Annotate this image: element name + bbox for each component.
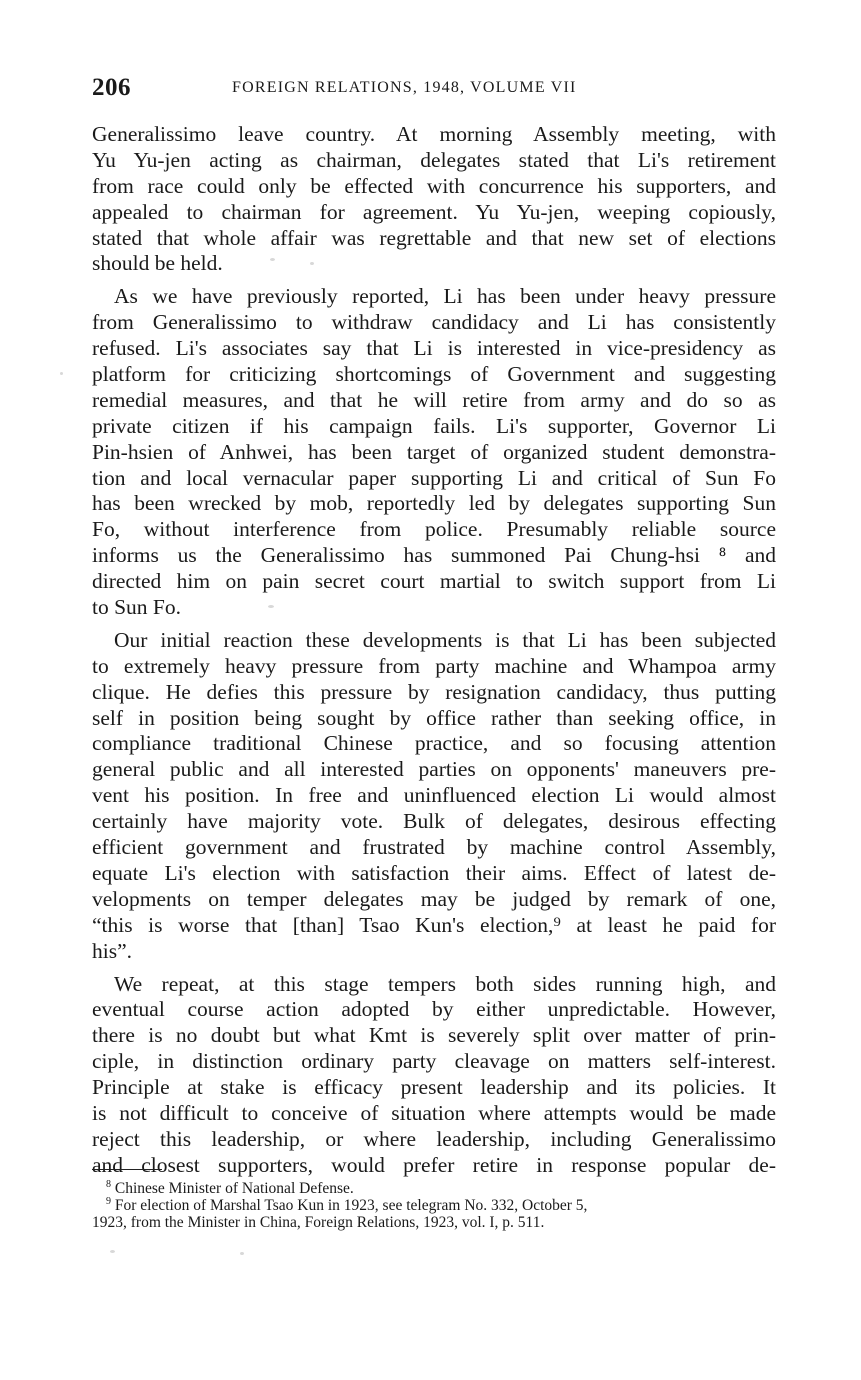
text-line: self in position being sought by office rather than seeking office, in <box>92 705 776 730</box>
text-line: velopments on temper delegates may be judged by remark of one, <box>92 886 776 911</box>
text-line: platform for criticizing shortcomings of Government and suggesting <box>92 362 776 387</box>
text-line: eventual course action adopted by either unpredictable. However, <box>92 997 776 1022</box>
text-line: Yu Yu-jen acting as chairman, delegates stated that Li's retirement <box>92 147 776 172</box>
footnote-marker: 8 <box>106 1178 111 1190</box>
footnote-marker: 9 <box>106 1195 111 1207</box>
text-line: his”. <box>92 938 133 963</box>
text-line: equate Li's election with satisfaction their aims. Effect of latest de- <box>92 860 776 885</box>
footnote-text: Chinese Minister of National Defense. <box>114 1180 354 1197</box>
text-line: general public and all interested parties on opponents' maneuvers pre- <box>92 757 776 782</box>
text-line: Fo, without interference from police. Presumably reliable source <box>92 517 776 542</box>
running-head <box>92 74 782 104</box>
text-line: We repeat, at this stage tempers both sides running high, and <box>114 971 776 996</box>
footnote-text: For election of Marshal Tsao Kun in 1923, see telegram No. 332, October 5, <box>114 1197 588 1214</box>
page-number: 206 <box>92 74 131 101</box>
body-text <box>92 122 776 1186</box>
footnote-line <box>92 1180 776 1197</box>
text-line: Pin-hsien of Anhwei, has been target of organized student demonstra- <box>92 439 776 464</box>
text-line: efficient government and frustrated by machine control Assembly, <box>92 835 776 860</box>
text-line: has been wrecked by mob, reportedly led by delegates supporting Sun <box>92 491 776 516</box>
text-line: directed him on pain secret court martial to switch support from Li <box>92 569 776 594</box>
footnote-line: 1923, from the Minister in China, Foreign Relations, 1923, vol. I, p. 511. <box>92 1214 545 1231</box>
text-line: there is no doubt but what Kmt is severely split over matter of prin- <box>92 1023 776 1048</box>
text-line: Principle at stake is efficacy present leadership and its policies. It <box>92 1075 776 1100</box>
text-line: refused. Li's associates say that Li is interested in vice-presidency as <box>92 336 776 361</box>
scan-speckle <box>268 605 274 608</box>
scan-speckle <box>240 1252 244 1255</box>
text-line: Generalissimo leave country. At morning Assembly meeting, with <box>92 122 776 146</box>
text-line: stated that whole affair was regrettable and that new set of elections <box>92 225 776 250</box>
paragraph <box>92 628 776 965</box>
text-line: Our initial reaction these developments is that Li has been subjected <box>114 627 776 652</box>
text-line: should be held. <box>92 251 223 276</box>
text-line: to extremely heavy pressure from party machine and Whampoa army <box>92 653 776 678</box>
footnote-line <box>92 1197 776 1214</box>
text-line: compliance traditional Chinese practice, and so focusing attention <box>92 731 776 756</box>
text-line: clique. He defies this pressure by resignation candidacy, thus putting <box>92 679 776 704</box>
text-line: reject this leadership, or where leadership, including Generalissimo <box>92 1126 776 1151</box>
text-line: remedial measures, and that he will retire from army and do so as <box>92 387 776 412</box>
text-line: and closest supporters, would prefer retire in response popular de- <box>92 1152 776 1177</box>
text-line: ciple, in distinction ordinary party cleavage on matters self-interest. <box>92 1049 776 1074</box>
text-line: to Sun Fo. <box>92 595 182 620</box>
text-line: As we have previously reported, Li has been under heavy pressure <box>114 284 776 309</box>
text-line: certainly have majority vote. Bulk of delegates, desirous effecting <box>92 809 776 834</box>
text-line: tion and local vernacular paper supporting Li and critical of Sun Fo <box>92 465 776 490</box>
footnote-rule <box>92 1169 162 1170</box>
scan-speckle <box>310 262 314 265</box>
scan-speckle <box>60 372 63 375</box>
text-line: is not difficult to conceive of situation where attempts would be made <box>92 1100 776 1125</box>
text-line: vent his position. In free and uninfluenced election Li would almost <box>92 783 776 808</box>
scan-speckle <box>110 1250 115 1253</box>
text-line: appealed to chairman for agreement. Yu Yu-jen, weeping copiously, <box>92 199 776 224</box>
running-title: FOREIGN RELATIONS, 1948, VOLUME VII <box>232 79 577 96</box>
scan-speckle <box>270 258 275 261</box>
footnote-9 <box>92 1197 776 1231</box>
text-line: “this is worse that [than] Tsao Kun's election,⁹ at least he paid for <box>92 912 776 937</box>
footnote-8 <box>92 1180 776 1197</box>
text-line: informs us the Generalissimo has summoned Pai Chung-hsi ⁸ and <box>92 543 776 568</box>
text-line: from race could only be effected with concurrence his supporters, and <box>92 173 776 198</box>
paragraph <box>92 284 776 621</box>
paragraph <box>92 122 776 277</box>
text-line: from Generalissimo to withdraw candidacy and Li has consistently <box>92 310 776 335</box>
paragraph <box>92 972 776 1179</box>
text-line: private citizen if his campaign fails. Li's supporter, Governor Li <box>92 413 776 438</box>
footnotes <box>92 1180 776 1231</box>
